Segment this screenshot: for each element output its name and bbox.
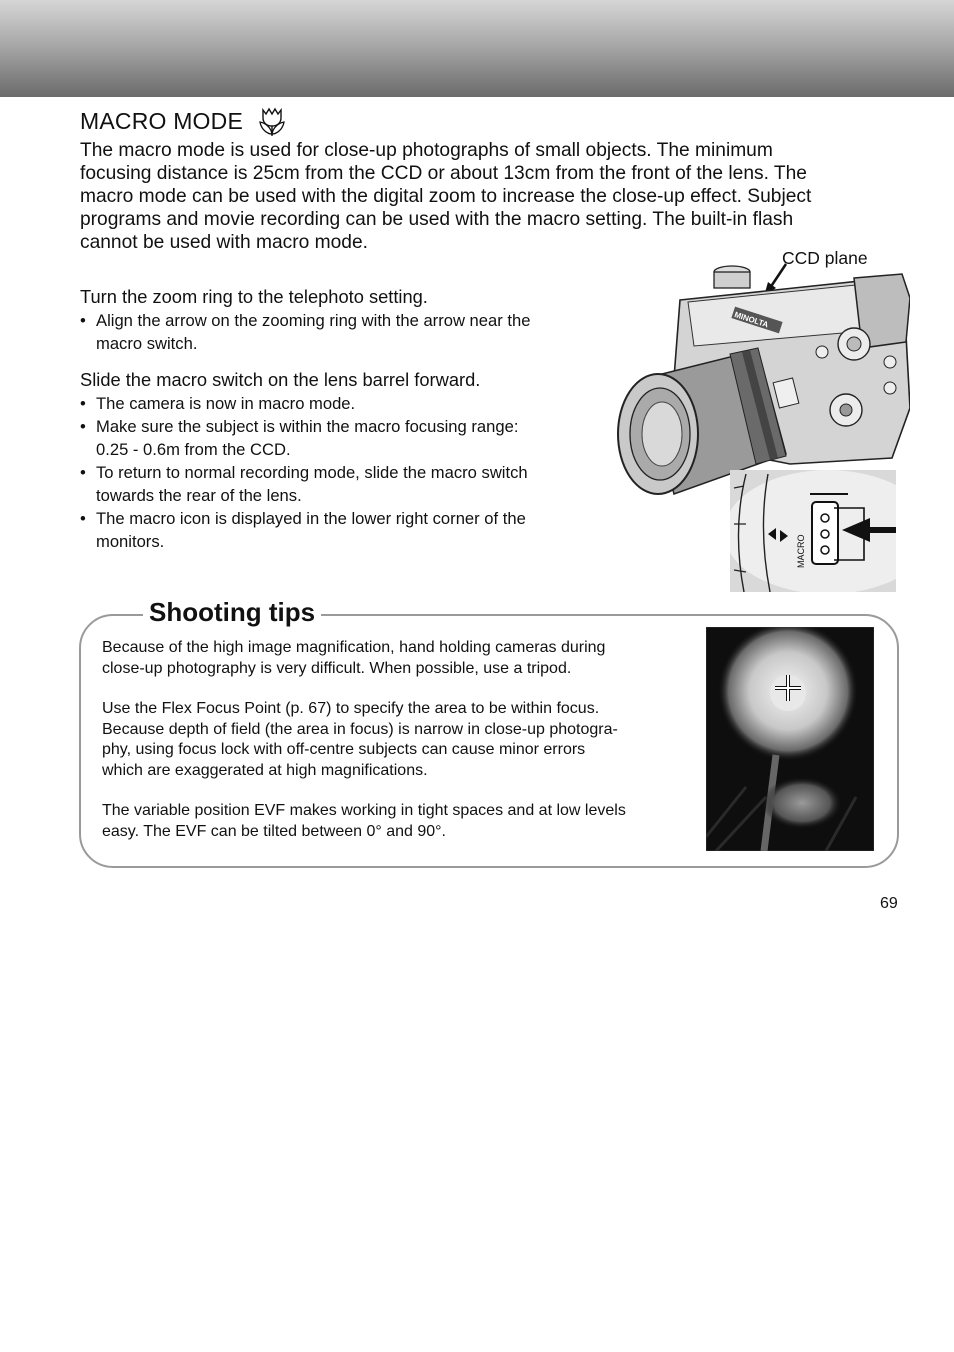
bullet-dot: • xyxy=(80,394,86,413)
bullet-dot: • xyxy=(80,463,86,482)
camera-brand: MINOLTA xyxy=(733,310,770,330)
tip-paragraph: The variable position EVF makes working in tight spaces and at low levels easy. The EVF can be tilted between 0° and 90°. xyxy=(102,802,626,840)
step-2-instruction: Slide the macro switch on the lens barrel forward. xyxy=(80,369,481,390)
section-title: MACRO MODE xyxy=(80,107,243,134)
dandelion-photo xyxy=(706,627,874,851)
shooting-tips-heading: Shooting tips xyxy=(143,596,321,628)
bullet-dot: • xyxy=(80,509,86,528)
intro-line: The macro mode is used for close-up photographs of small objects. The minimum xyxy=(80,140,773,161)
bullet-dot: • xyxy=(80,417,86,436)
step-1-instruction: Turn the zoom ring to the telephoto setting. xyxy=(80,286,428,307)
tip-paragraph: Because of the high image magnification, hand holding cameras during close-up photography is very difficult. When possible, use a tripod. xyxy=(102,639,606,677)
intro-paragraph xyxy=(80,139,900,254)
macro-switch-illustration xyxy=(730,470,896,592)
intro-line: macro mode can be used with the digital zoom to increase the close-up effect. Subject xyxy=(80,186,812,207)
camera-illustration xyxy=(610,258,910,498)
step-1-bullets xyxy=(80,309,620,355)
header-band xyxy=(0,0,954,97)
arrow-icon xyxy=(770,264,786,288)
bullet-item: • Align the arrow on the zooming ring with the arrow near the macro switch. xyxy=(80,311,531,353)
macro-title-row xyxy=(80,104,289,138)
bullet-item: • To return to normal recording mode, slide the macro switch towards the rear of the lens. xyxy=(80,463,528,505)
macro-icon xyxy=(255,104,289,138)
ccd-plane-label: CCD plane xyxy=(782,248,868,268)
bullet-dot: • xyxy=(80,311,86,330)
tip-paragraph: Use the Flex Focus Point (p. 67) to specify the area to be within focus. Because depth of field (the area in focus) is narrow in close-up photogra- phy, using focus lock with off-centre subjects can cause minor errors which are exaggerated at high magnifications. xyxy=(102,700,618,779)
intro-line: programs and movie recording can be used with the macro setting. The built-in flash xyxy=(80,209,794,230)
intro-line: focusing distance is 25cm from the CCD or about 13cm from the front of the lens. The xyxy=(80,163,807,184)
bullet-item: • The camera is now in macro mode. xyxy=(80,394,356,413)
macro-switch-label: MACRO xyxy=(796,534,806,568)
bullet-item: • The macro icon is displayed in the lower right corner of the monitors. xyxy=(80,509,526,551)
step-2-bullets xyxy=(80,392,620,553)
intro-line: cannot be used with macro mode. xyxy=(80,232,368,253)
page-number: 69 xyxy=(880,895,898,912)
bullet-item: • Make sure the subject is within the macro focusing range: 0.25 - 0.6m from the CCD. xyxy=(80,417,519,459)
